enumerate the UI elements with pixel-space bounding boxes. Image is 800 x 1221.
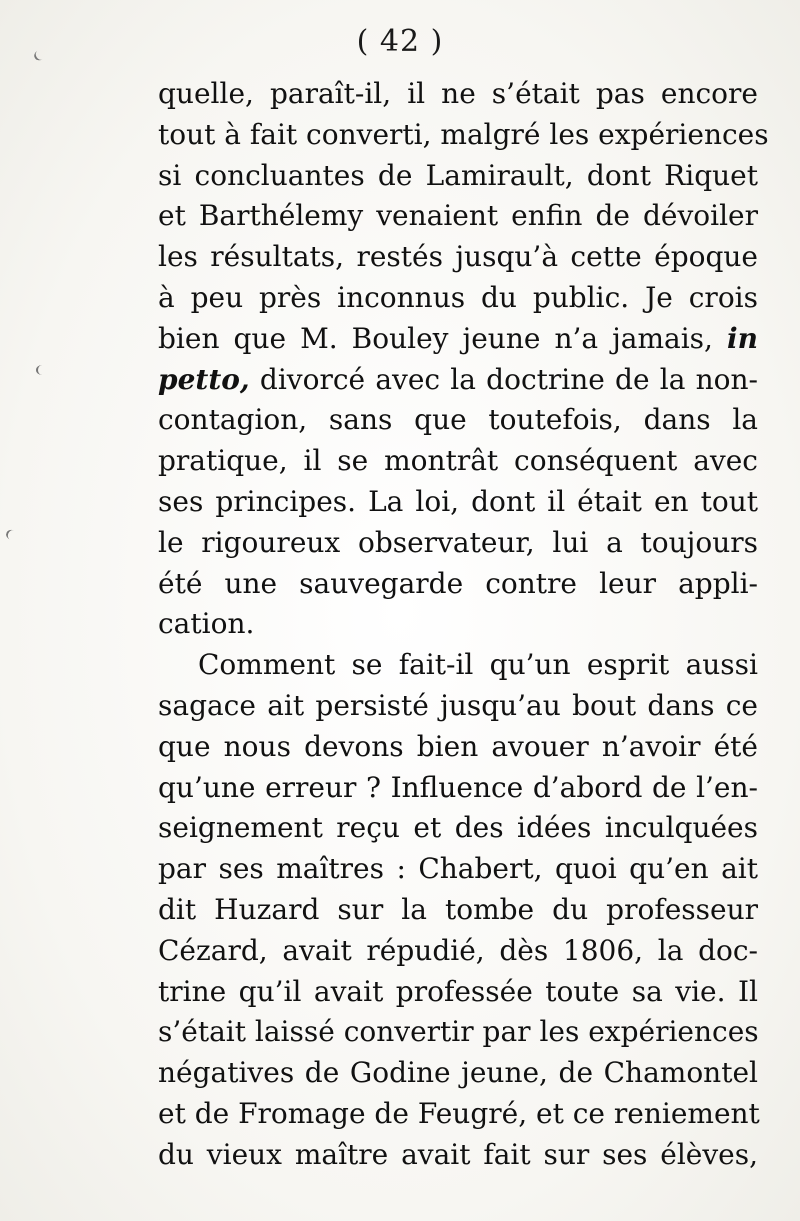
line-text: divorcé avec la doctrine de la non- bbox=[249, 362, 758, 396]
body-text bbox=[158, 74, 769, 1176]
text-line bbox=[158, 115, 769, 156]
line-text: ses principes. La loi, dont il était en tout bbox=[158, 484, 758, 518]
text-line bbox=[158, 1094, 758, 1135]
line-text: tout à fait converti, malgré les expériences bbox=[158, 117, 769, 151]
page-number: ( 42 ) bbox=[356, 24, 444, 59]
text-line bbox=[158, 645, 758, 686]
line-text: les résultats, restés jusqu’à cette époque bbox=[158, 240, 758, 274]
line-text: trine qu’il avait professée toute sa vie. Il bbox=[158, 974, 758, 1008]
line-text: pratique, il se montrât conséquent avec bbox=[158, 444, 758, 478]
text-line bbox=[158, 931, 758, 972]
line-text: si concluantes de Lamirault, dont Riquet bbox=[158, 158, 758, 192]
text-line bbox=[158, 523, 758, 564]
line-text: du vieux maître avait fait sur ses élèves, bbox=[158, 1137, 758, 1171]
line-text: seignement reçu et des idées inculquées bbox=[158, 811, 758, 845]
line-text: négatives de Godine jeune, de Chamontel bbox=[158, 1056, 758, 1090]
line-text: dit Huzard sur la tombe du professeur bbox=[158, 892, 758, 926]
text-line bbox=[158, 278, 758, 319]
text-line bbox=[158, 360, 758, 401]
line-text: contagion, sans que toutefois, dans la bbox=[158, 403, 758, 437]
text-line bbox=[158, 1053, 758, 1094]
line-text: Comment se fait-il qu’un esprit aussi bbox=[198, 648, 758, 682]
text-line bbox=[158, 482, 758, 523]
line-text: bien que M. Bouley jeune n’a jamais, bbox=[158, 321, 727, 355]
line-text: à peu près inconnus du public. Je crois bbox=[158, 280, 758, 314]
line-text: sagace ait persisté jusqu’au bout dans ce bbox=[158, 688, 758, 722]
italic-text: petto, bbox=[158, 362, 250, 396]
line-text: cation. bbox=[158, 607, 255, 641]
text-line bbox=[158, 441, 758, 482]
text-line bbox=[158, 1012, 758, 1053]
line-text: et de Fromage de Feugré, et ce reniement bbox=[158, 1096, 760, 1130]
line-text: qu’une erreur ? Influence d’abord de l’en- bbox=[158, 770, 758, 804]
line-text: s’était laissé convertir par les expériences bbox=[158, 1015, 759, 1049]
text-line bbox=[158, 849, 758, 890]
text-line bbox=[158, 237, 758, 278]
text-line bbox=[158, 564, 758, 605]
line-text: le rigoureux observateur, lui a toujours bbox=[158, 525, 758, 559]
text-line bbox=[158, 74, 758, 115]
line-text: que nous devons bien avouer n’avoir été bbox=[158, 729, 758, 763]
text-line bbox=[158, 768, 758, 809]
text-line bbox=[158, 686, 758, 727]
margin-mark bbox=[5, 528, 20, 542]
text-line bbox=[158, 727, 758, 768]
text-line bbox=[158, 808, 758, 849]
italic-text: in bbox=[727, 321, 758, 355]
line-text: et Barthélemy venaient enfin de dévoiler bbox=[158, 199, 758, 233]
text-line bbox=[158, 972, 758, 1013]
text-line bbox=[158, 604, 758, 645]
text-line bbox=[158, 1135, 758, 1176]
line-text: par ses maîtres : Chabert, quoi qu’en ait bbox=[158, 852, 758, 886]
text-line bbox=[158, 890, 758, 931]
text-line bbox=[158, 156, 758, 197]
line-text: quelle, paraît-il, il ne s’était pas encore bbox=[158, 77, 758, 110]
line-text: Cézard, avait répudié, dès 1806, la doc- bbox=[158, 933, 758, 967]
text-line bbox=[158, 400, 758, 441]
line-text: été une sauvegarde contre leur appli- bbox=[158, 566, 758, 600]
text-line bbox=[158, 319, 758, 360]
margin-mark bbox=[36, 365, 48, 375]
text-line bbox=[158, 196, 758, 237]
